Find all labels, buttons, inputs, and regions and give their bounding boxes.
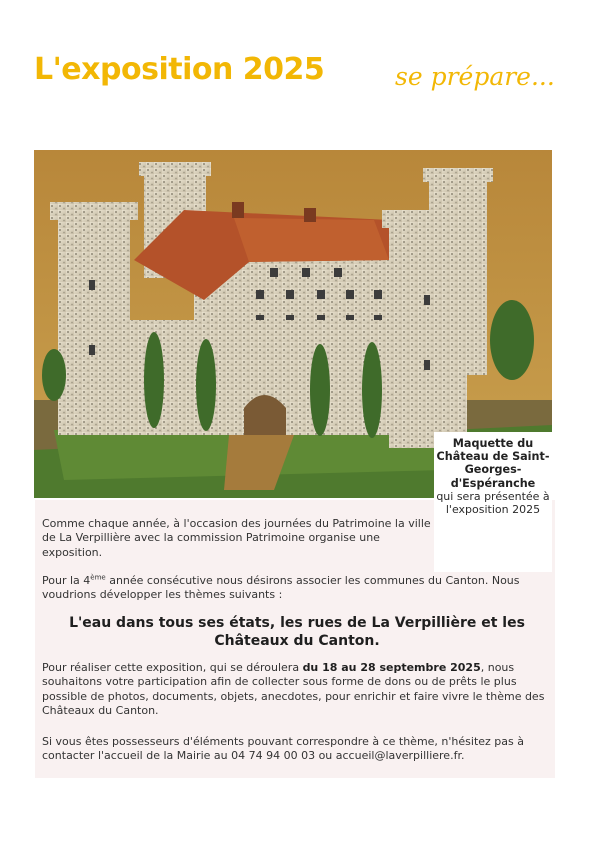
participation-text-a: Pour réaliser cette exposition, qui se déroulera bbox=[42, 661, 303, 674]
contact-paragraph: Si vous êtes possesseurs d'éléments pouvant correspondre à ce thème, n'hésitez pas à contacter l'accueil de la Mairie au 04 74 94 00 03 ou accueil@laverpilliere.fr. bbox=[42, 735, 524, 763]
page-subtitle: se prépare... bbox=[395, 62, 555, 91]
caption-title: Maquette du Château de Saint-Georges-d'Espéranche bbox=[436, 437, 550, 490]
ordinal-suffix: ème bbox=[90, 573, 106, 582]
caption-text: qui sera présentée à l'exposition 2025 bbox=[436, 489, 550, 516]
canton-paragraph bbox=[42, 574, 552, 603]
page-title: L'exposition 2025 bbox=[34, 52, 325, 87]
canton-text-b: année consécutive nous désirons associer les communes du Canton. Nous voudrions développer les thèmes suivants : bbox=[42, 574, 520, 602]
photo-caption bbox=[434, 432, 552, 572]
participation-paragraph bbox=[42, 661, 554, 719]
intro-paragraph: Comme chaque année, à l'occasion des journées du Patrimoine la ville de La Verpillière avec la commission Patrimoine organise une exposition. bbox=[42, 517, 431, 559]
exhibition-dates: du 18 au 28 septembre 2025 bbox=[302, 661, 481, 674]
themes-heading: L'eau dans tous ses états, les rues de La Verpillière et les Châteaux du Canton. bbox=[69, 615, 525, 649]
canton-text-a: Pour la 4 bbox=[42, 574, 91, 587]
participation-text-b: , nous souhaitons votre participation afin de collecter sous forme de dons ou de prêts le plus possible de photos, documents, objets, anecdotes, pour enrichir et faire vivre le thème des Châteaux du Canton. bbox=[42, 661, 545, 718]
